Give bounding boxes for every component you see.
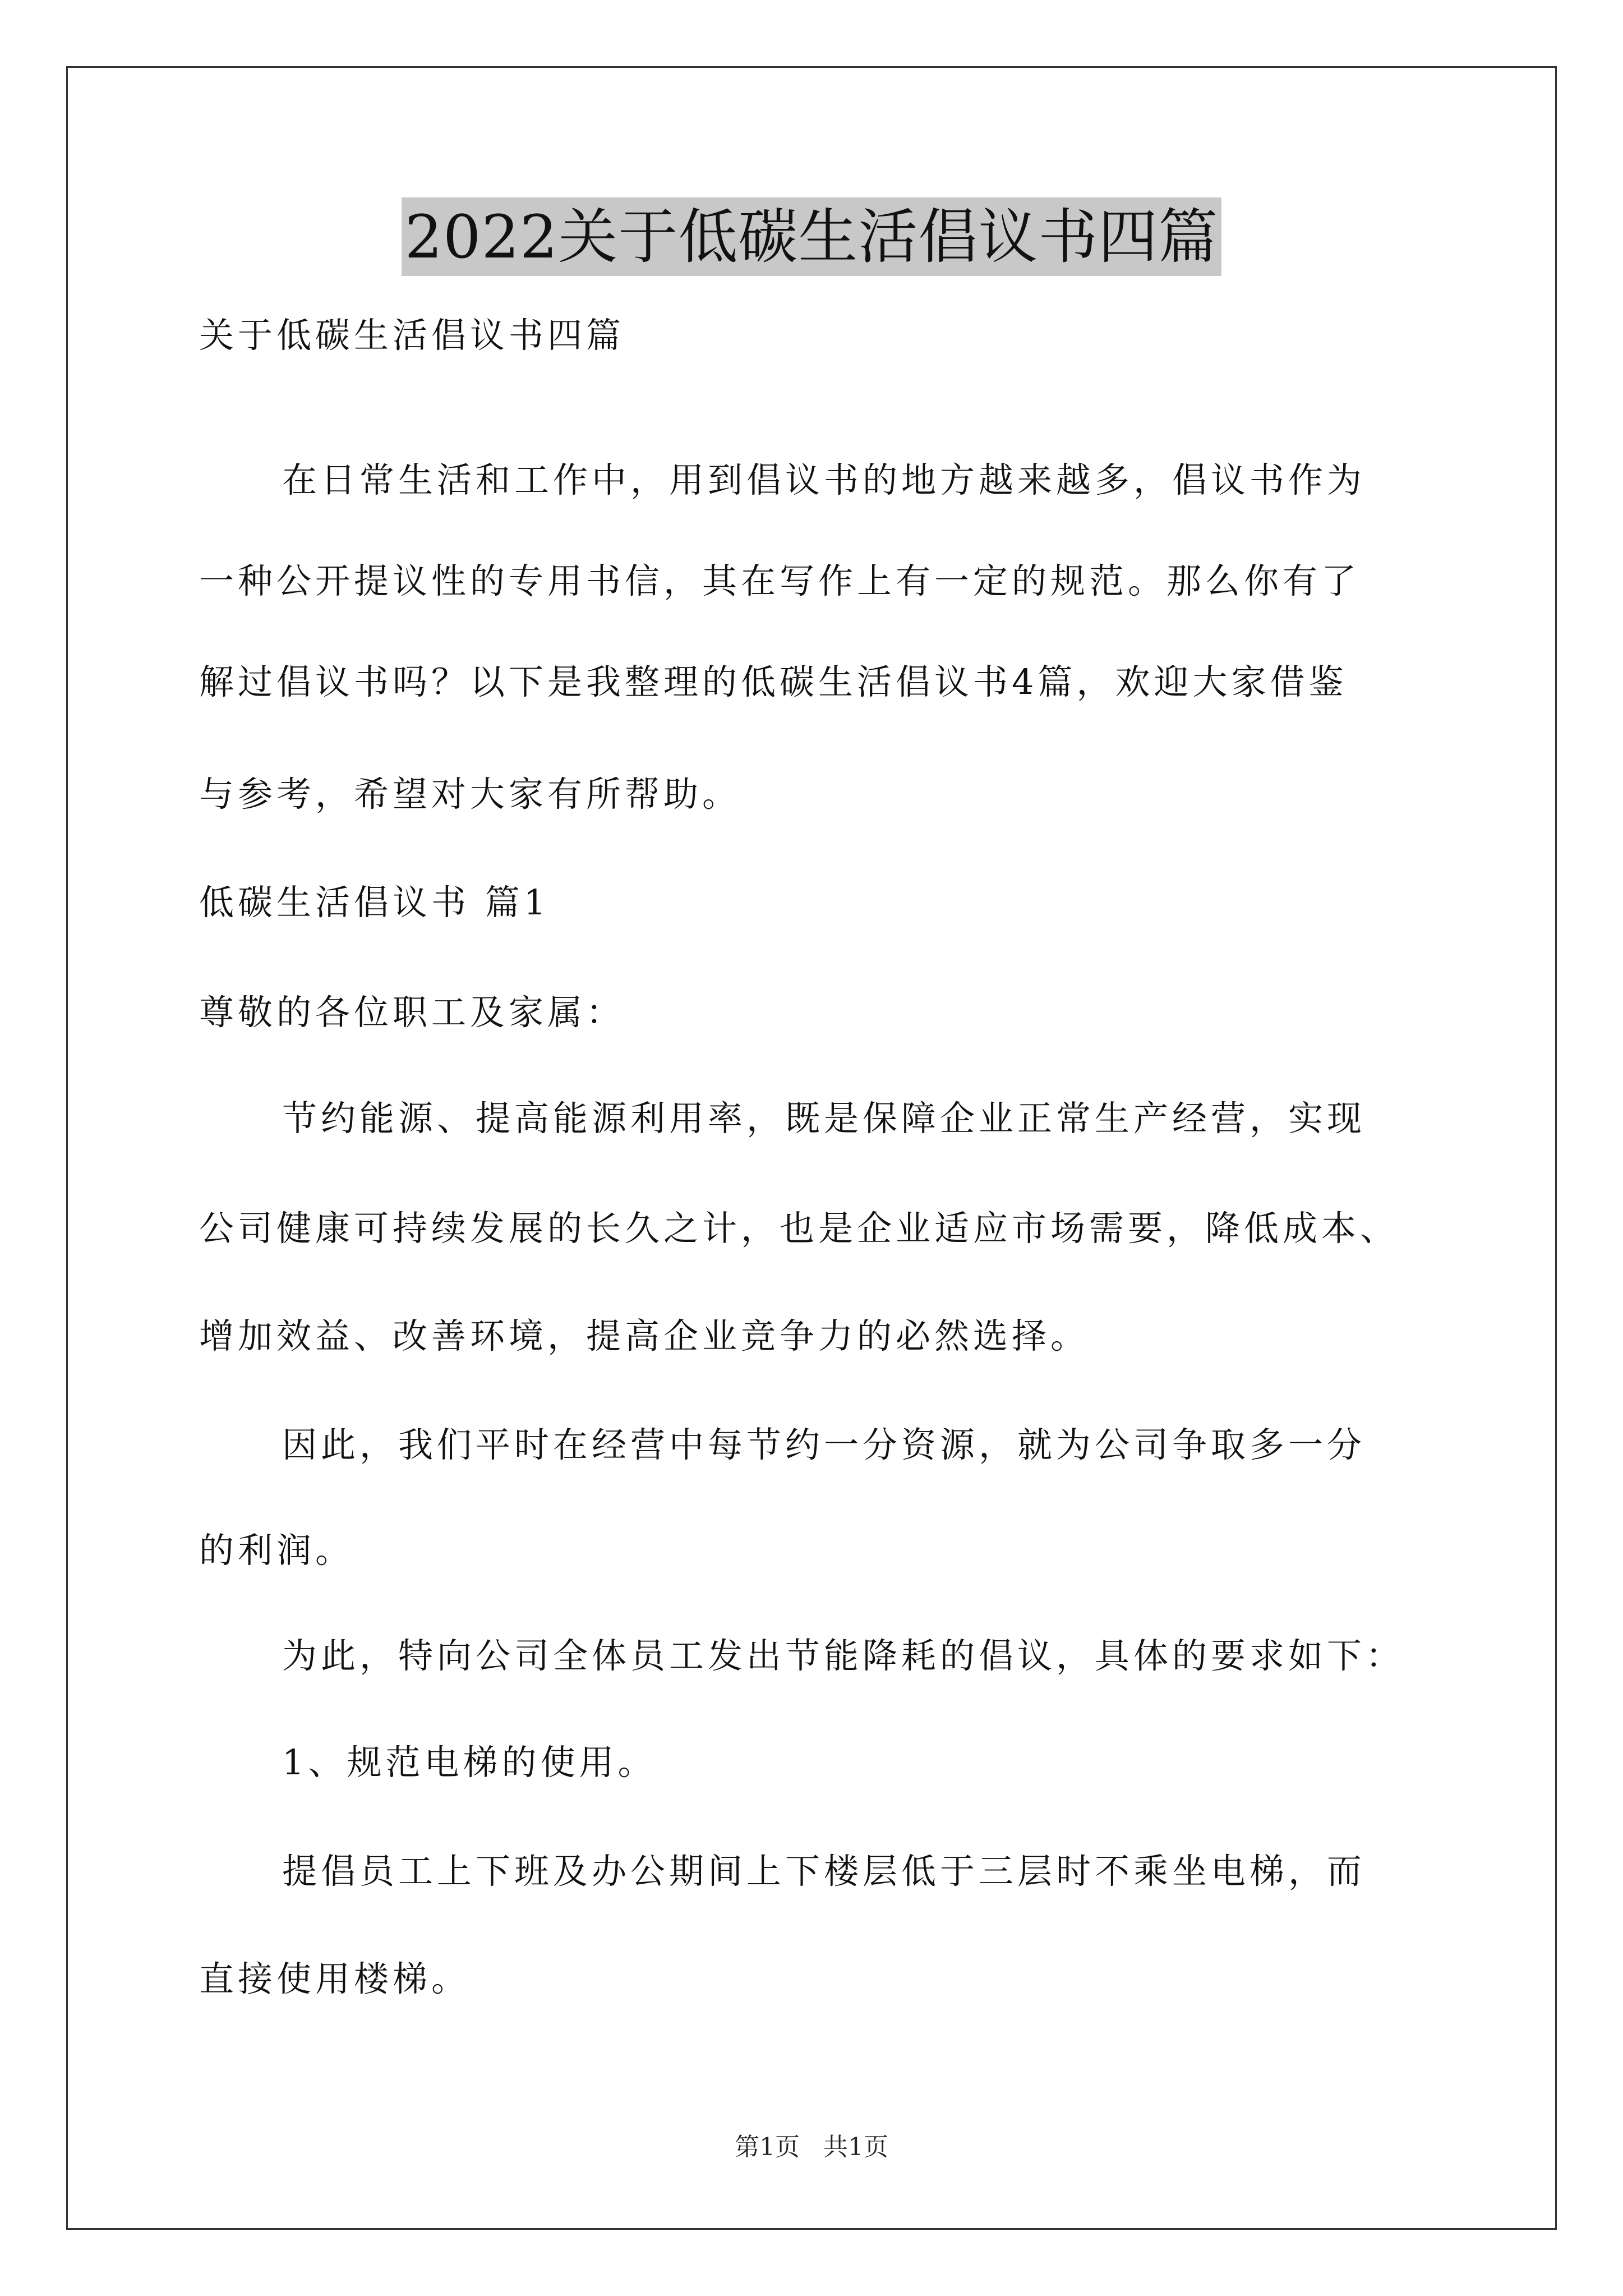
para1-line-2: 公司健康可持续发展的长久之计，也是企业适应市场需要，降低成本、 xyxy=(199,1208,1399,1249)
page-border xyxy=(66,66,1557,2230)
intro-line-1: 在日常生活和工作中，用到倡议书的地方越来越多，倡议书作为 xyxy=(282,459,1366,500)
page-number: 第1页 xyxy=(735,2133,800,2161)
para2-line-1: 因此，我们平时在经营中每节约一分资源，就为公司争取多一分 xyxy=(282,1424,1366,1465)
list-item-1: 1、规范电梯的使用。 xyxy=(282,1742,657,1783)
document-title: 2022关于低碳生活倡议书四篇 xyxy=(402,197,1222,276)
para4-line-1: 提倡员工上下班及办公期间上下楼层低于三层时不乘坐电梯，而 xyxy=(282,1851,1366,1892)
para4-line-2: 直接使用楼梯。 xyxy=(199,1958,471,1999)
para1-line-3: 增加效益、改善环境，提高企业竞争力的必然选择。 xyxy=(199,1315,1090,1356)
section-heading: 低碳生活倡议书 篇1 xyxy=(199,882,550,923)
total-pages: 共1页 xyxy=(823,2133,888,2161)
intro-line-4: 与参考，希望对大家有所帮助。 xyxy=(199,774,741,815)
document-subtitle: 关于低碳生活倡议书四篇 xyxy=(199,315,625,356)
intro-line-2: 一种公开提议性的专用书信，其在写作上有一定的规范。那么你有了 xyxy=(199,560,1361,601)
para1-line-1: 节约能源、提高能源利用率，既是保障企业正常生产经营，实现 xyxy=(282,1098,1366,1139)
para3-line-1: 为此，特向公司全体员工发出节能降耗的倡议，具体的要求如下： xyxy=(282,1635,1405,1676)
salutation: 尊敬的各位职工及家属： xyxy=(199,992,625,1033)
para2-line-2: 的利润。 xyxy=(199,1530,354,1571)
page-footer xyxy=(0,2135,1623,2160)
intro-line-3: 解过倡议书吗？以下是我整理的低碳生活倡议书4篇，欢迎大家借鉴 xyxy=(199,661,1348,702)
document-title-wrapper xyxy=(0,197,1623,276)
